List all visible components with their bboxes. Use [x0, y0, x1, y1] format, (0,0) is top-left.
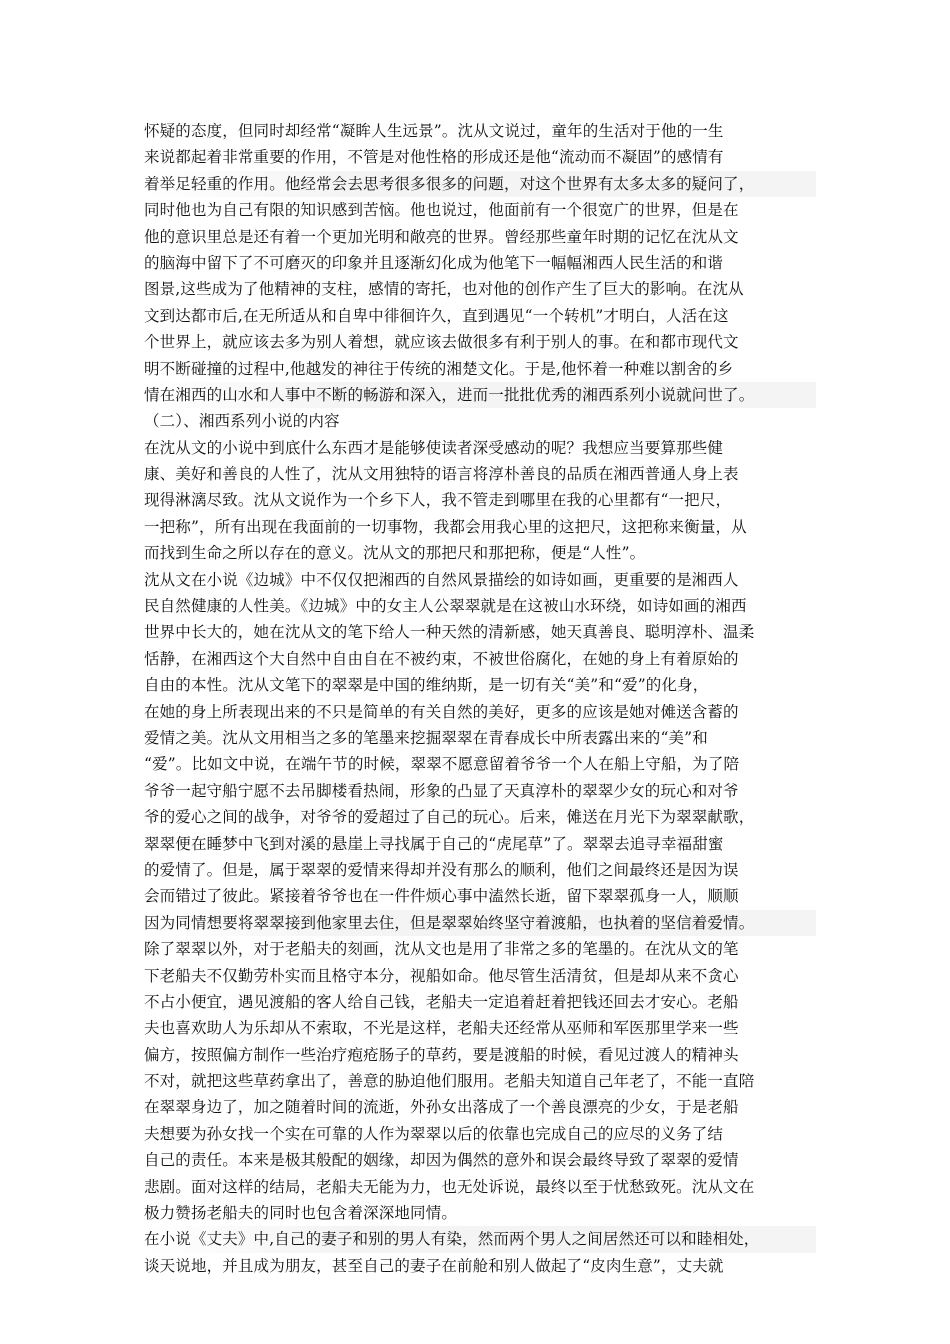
text-line: 世界中长大的，她在沈从文的笔下给人一种天然的清新感，她天真善良、聪明淳朴、温柔 [144, 623, 755, 642]
text-line: 个世界上，就应该去多为别人着想，就应该去做很多有利于别人的事。在和都市现代文 [144, 333, 739, 352]
text-line: 着举足轻重的作用。他经常会去思考很多很多的问题，对这个世界有太多太多的疑问了， [144, 171, 816, 197]
text-line: 下老船夫不仅勤劳朴实而且格守本分，视船如命。他尽管生活清贫，但是却从来不贪心 [144, 966, 739, 985]
text-line: 而找到生命之所以存在的意义。沈从文的那把尺和那把称，便是“人性”。 [144, 544, 646, 563]
text-line: 康、美好和善良的人性了，沈从文用独特的语言将淳朴善良的品质在湘西普通人身上表 [144, 465, 739, 484]
text-line: 在小说《丈夫》中,自己的妻子和别的男人有染，然而两个男人之间居然还可以和睦相处， [144, 1226, 816, 1252]
text-line: 会而错过了彼此。紧接着爷爷也在一件件烦心事中溘然长逝，留下翠翠孤身一人，顺顺 [144, 887, 739, 906]
text-line: 沈从文在小说《边城》中不仅仅把湘西的自然风景描绘的如诗如画，更重要的是湘西人 [144, 570, 739, 589]
text-line: 怀疑的态度，但同时却经常“凝眸人生远景”。沈从文说过，童年的生活对于他的一生 [144, 122, 724, 140]
text-line: 的爱情了。但是，属于翠翠的爱情来得却并没有那么的顺利，他们之间最终还是因为误 [144, 860, 739, 879]
text-line: 爷爷一起守船宁愿不去吊脚楼看热闹，形象的凸显了天真淳朴的翠翠少女的玩心和对爷 [144, 781, 739, 800]
text-line: 自由的本性。沈从文笔下的翠翠是中国的维纳斯，是一切有关“美”和“爱”的化身， [144, 676, 709, 695]
text-line: 图景,这些成为了他精神的支柱，感情的寄托，也对他的创作产生了巨大的影响。在沈从 [144, 280, 744, 299]
text-line: 夫想要为孙女找一个实在可靠的人作为翠翠以后的依靠也完成自己的应尽的义务了结 [144, 1124, 724, 1143]
text-line: 谈天说地，并且成为朋友，甚至自己的妻子在前舱和别人做起了“皮肉生意”，丈夫就 [144, 1256, 724, 1275]
text-line: 情在湘西的山水和人事中不断的畅游和深入，进而一批批优秀的湘西系列小说就问世了。 [144, 382, 816, 408]
text-line: 一把称”，所有出现在我面前的一切事物，我都会用我心里的这把尺，这把称来衡量，从 [144, 517, 747, 536]
text-line: 在翠翠身边了，加之随着时间的流逝，外孙女出落成了一个善良漂亮的少女，于是老船 [144, 1098, 739, 1117]
text-line: 自己的责任。本来是极其般配的姻缘，却因为偶然的意外和误会最终导致了翠翠的爱情 [144, 1151, 739, 1170]
text-line: 不占小便宜，遇见渡船的客人给自己钱，老船夫一定追着赶着把钱还回去才安心。老船 [144, 992, 739, 1011]
text-line: 除了翠翠以外，对于老船夫的刻画，沈从文也是用了非常之多的笔墨的。在沈从文的笔 [144, 940, 739, 959]
text-line: 偏方，按照偏方制作一些治疗疱疮肠子的草药，要是渡船的时候，看见过渡人的精神头 [144, 1045, 739, 1064]
text-line: 爱情之美。沈从文用相当之多的笔墨来挖掘翠翠在青春成长中所表露出来的“美”和 [144, 728, 708, 747]
text-line: 来说都起着非常重要的作用，不管是对他性格的形成还是他“流动而不凝固”的感情有 [144, 148, 724, 167]
text-line: 的脑海中留下了不可磨灭的印象并且逐渐幻化成为他笔下一幅幅湘西人民生活的和谐 [144, 253, 724, 272]
text-line: 恬静，在湘西这个大自然中自由自在不被约束，不被世俗腐化，在她的身上有着原始的 [144, 649, 739, 668]
text-line: 不对，就把这些草药拿出了，善意的胁迫他们服用。老船夫知道自己年老了，不能一直陪 [144, 1072, 755, 1091]
text-line: 在沈从文的小说中到底什么东西才是能够使读者深受感动的呢？我想应当要算那些健 [144, 438, 724, 457]
text-line: 极力赞扬老船夫的同时也包含着深深地同情。 [144, 1204, 458, 1223]
text-line: 在她的身上所表现出来的不只是简单的有关自然的美好，更多的应该是她对傩送含蓄的 [144, 702, 739, 721]
text-line: 现得淋漓尽致。沈从文说作为一个乡下人，我不管走到哪里在我的心里都有“一把尺， [144, 491, 732, 510]
document-body [144, 118, 816, 1279]
text-line: 夫也喜欢助人为乐却从不索取，不光是这样，老船夫还经常从巫师和军医那里学来一些 [144, 1019, 739, 1038]
text-line: 悲剧。面对这样的结局，老船夫无能为力，也无处诉说，最终以至于忧愁致死。沈从文在 [144, 1177, 755, 1196]
text-line: “爱”。比如文中说，在端午节的时候，翠翠不愿意留着爷爷一个人在船上守船，为了陪 [144, 755, 740, 774]
text-line: 翠翠便在睡梦中飞到对溪的悬崖上寻找属于自己的“虎尾草”了。翠翠去追寻幸福甜蜜 [144, 834, 724, 853]
text-line: 同时他也为自己有限的知识感到苦恼。他也说过，他面前有一个很宽广的世界，但是在 [144, 201, 739, 220]
section-heading: （二）、湘西系列小说的内容 [144, 412, 340, 431]
text-line: 明不断碰撞的过程中,他越发的神往于传统的湘楚文化。于是,他怀着一种难以割舍的乡 [144, 359, 734, 378]
text-line: 他的意识里总是还有着一个更加光明和敞亮的世界。曾经那些童年时期的记忆在沈从文 [144, 227, 739, 246]
text-line: 爷的爱心之间的战争，对爷爷的爱超过了自己的玩心。后来，傩送在月光下为翠翠献歌， [144, 808, 755, 827]
text-line: 因为同情想要将翠翠接到他家里去住，但是翠翠始终坚守着渡船，也执着的坚信着爱情。 [144, 910, 816, 936]
text-line: 民自然健康的人性美。《边城》中的女主人公翠翠就是在这被山水环绕，如诗如画的湘西 [144, 597, 747, 616]
text-line: 文到达都市后,在无所适从和自卑中徘徊许久，直到遇见“一个转机”才明白，人活在这 [144, 306, 729, 325]
